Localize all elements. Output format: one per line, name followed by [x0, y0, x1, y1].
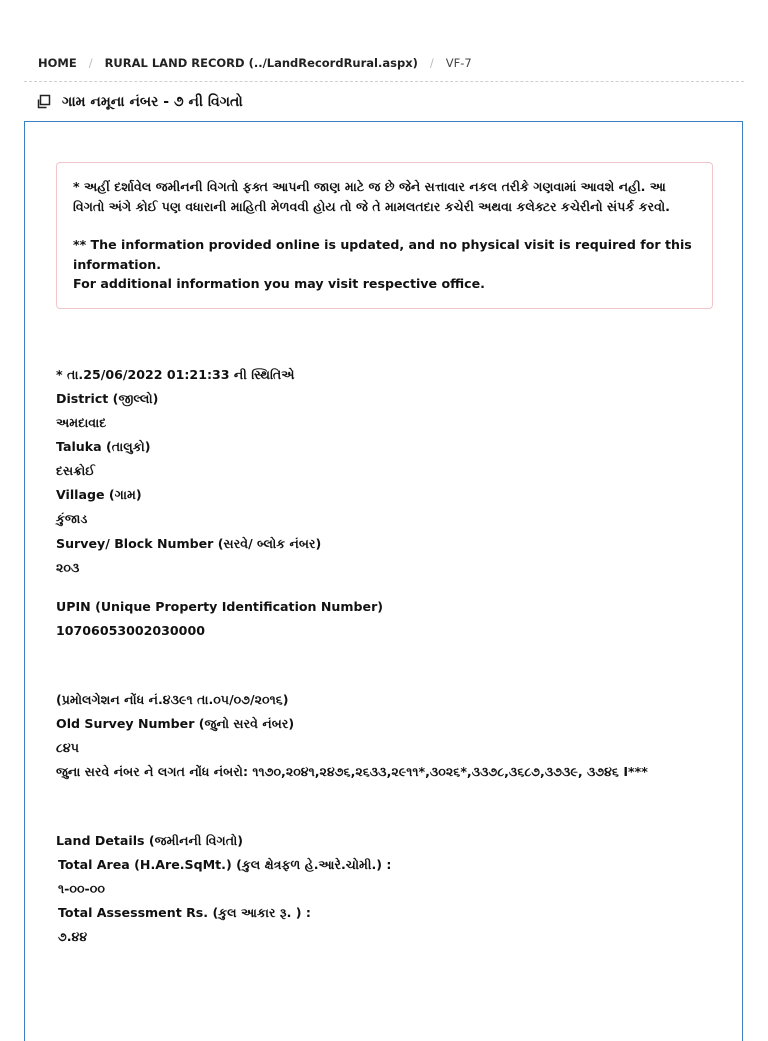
copy-icon	[36, 94, 52, 110]
breadcrumb	[38, 56, 472, 70]
district-label: District (જીલ્લો)	[56, 391, 159, 406]
taluka-label: Taluka (તાલુકો)	[56, 439, 151, 454]
upin-label: UPIN (Unique Property Identification Number)	[56, 599, 384, 614]
district-value: અમદાવાદ	[56, 415, 107, 430]
old-survey-entries: જુના સરવે નંબર ને લગત નોંધ નંબરો: ૧૧૭૦,૨૦૪૧,૨૪૭૬,૨૬૩૩,૨૯૧૧*,૩૦૨૬*,૩૩૭૮,૩૬૮૭,૩૭૩૯, ૩૭૪૬ I***	[56, 764, 648, 779]
promulgation-note: (પ્રમોલગેશન નોંધ નં.૪૩૯૧ તા.૦૫/૦૭/૨૦૧૬)	[56, 692, 289, 707]
breadcrumb-home-link[interactable]: HOME	[38, 56, 77, 70]
old-survey-label: Old Survey Number (જુનો સરવે નંબર)	[56, 716, 295, 731]
total-assessment-value: ૭.૪૪	[58, 929, 88, 944]
village-label: Village (ગામ)	[56, 487, 142, 502]
breadcrumb-current: VF-7	[445, 56, 472, 70]
page-title: ગામ નમૂના નંબર - ૭ ની વિગતો	[62, 94, 243, 110]
old-survey-value: ૮૪૫	[56, 740, 80, 755]
breadcrumb-separator: /	[88, 56, 93, 70]
page-title-row	[36, 94, 243, 110]
notice-english-text: ** The information provided online is updated, and no physical visit is required for this information.	[73, 237, 692, 272]
disclaimer-notice	[56, 162, 713, 309]
survey-label: Survey/ Block Number (સરવે/ બ્લોક નંબર)	[56, 536, 322, 551]
taluka-value: દસક્રોઈ	[56, 463, 96, 478]
total-area-label: Total Area (H.Are.SqMt.) (કુલ ક્ષેત્રફળ હે.આરે.ચોમી.) :	[58, 857, 392, 872]
total-assessment-label: Total Assessment Rs. (કુલ આકાર રૂ. ) :	[58, 905, 311, 920]
breadcrumb-rural-land-record-link[interactable]: RURAL LAND RECORD (../LandRecordRural.aspx)	[104, 56, 418, 70]
land-details-heading: Land Details (જમીનની વિગતો)	[56, 833, 243, 848]
record-panel	[24, 121, 743, 1041]
notice-english-office-text: For additional information you may visit respective office.	[73, 276, 485, 291]
status-time: * તા.25/06/2022 01:21:33 ની સ્થિતિએ	[56, 367, 295, 382]
total-area-value: ૧-૦૦-૦૦	[58, 881, 105, 896]
upin-value: 10706053002030000	[56, 623, 205, 638]
village-value: કુંજાડ	[56, 511, 88, 526]
breadcrumb-separator: /	[429, 56, 434, 70]
survey-value: ૨૦૩	[56, 560, 80, 575]
divider	[24, 81, 744, 82]
notice-gujarati-text: * અહીં દર્શાવેલ જમીનની વિગતો ફક્ત આપની જાણ માટે જ છે જેને સત્તાવાર નકલ તરીકે ગણવામાં આવશે નહી. આ વિગતો અંગે કોઈ પણ વધારાની માહિતી મેળવવી હોય તો જે તે મામલતદાર કચેરી અથવા કલેક્ટર કચેરીનો સંપર્ક કરવો.	[73, 179, 670, 214]
